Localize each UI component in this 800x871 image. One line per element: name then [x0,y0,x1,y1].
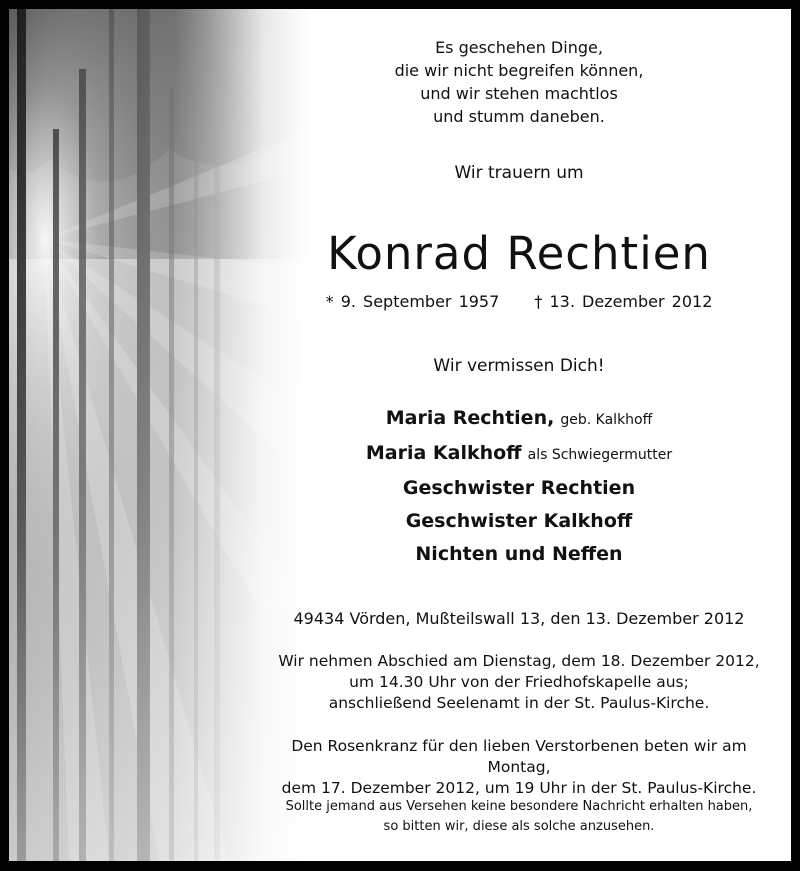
mourner-name: Maria Kalkhoff [365,442,522,464]
poem-line: die wir nicht begreifen können, [394,61,644,80]
rosary-line: Den Rosenkranz für den lieben Verstorbenen beten wir am Montag, [291,737,747,776]
birth-date: * 9. September 1957 [325,292,500,311]
intro-text: Wir trauern um [454,163,584,183]
mourner-note: als Schwiegermutter [527,447,673,463]
mourner [259,472,779,505]
rosary-info [259,736,779,799]
mourner [259,505,779,538]
farewell-info [259,651,779,714]
mourner-name: Maria Rechtien, [385,407,555,429]
mourner [259,538,779,571]
notice-line: so bitten wir, diese als solche anzusehen. [383,819,655,834]
notice-text [259,797,779,837]
poem-line: und wir stehen machtlos [420,84,618,103]
mourner-name: Geschwister Rechtien [402,477,636,499]
mourner [259,402,779,437]
address-line: 49434 Vörden, Mußteilswall 13, den 13. Dezember 2012 [293,609,745,628]
mourner [259,437,779,472]
mourner-name: Geschwister Kalkhoff [405,510,633,532]
death-date: † 13. Dezember 2012 [534,292,713,311]
missing-text: Wir vermissen Dich! [433,356,605,376]
mourner-note: geb. Kalkhoff [560,412,653,428]
farewell-line: anschließend Seelenamt in der St. Paulus-Kirche. [328,694,710,712]
deceased-name: Konrad Rechtien [327,227,711,280]
farewell-line: um 14.30 Uhr von der Friedhofskapelle aus; [349,673,689,691]
mourners-list [259,402,779,571]
poem [259,36,779,128]
obituary-page [9,9,791,861]
life-dates [259,292,779,311]
poem-line: und stumm daneben. [433,107,605,126]
rosary-line: dem 17. Dezember 2012, um 19 Uhr in der St. Paulus-Kirche. [281,779,757,797]
notice-line: Sollte jemand aus Versehen keine besondere Nachricht erhalten haben, [285,799,753,814]
mourner-name: Nichten und Neffen [415,543,623,565]
farewell-line: Wir nehmen Abschied am Dienstag, dem 18. Dezember 2012, [278,652,760,670]
poem-line: Es geschehen Dinge, [435,38,603,57]
